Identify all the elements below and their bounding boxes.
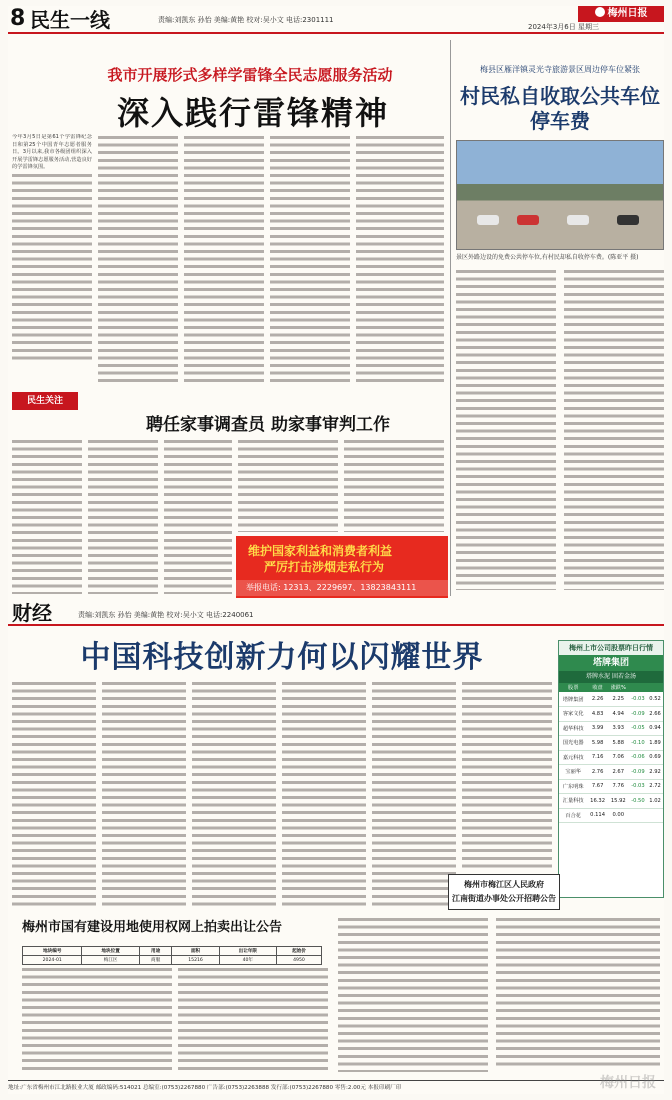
stock-cell: -0.05 [629,721,647,736]
stock-cell: 0.114 [587,808,607,823]
stock-cell: 塔牌集团 [559,692,587,707]
column-divider [450,40,451,596]
paper-logo [578,6,664,22]
stock-cell: -0.03 [629,692,647,707]
lead-subtitle: 我市开展形式多样学雷锋全民志愿服务活动 [107,66,393,84]
stock-row [559,721,663,736]
recruitment-notice [448,874,560,910]
stock-row [559,779,663,794]
feature-column-2 [564,268,664,590]
stock-cell: 7.76 [608,779,629,794]
section-title: 民生一线 [30,8,110,32]
story2-column-3 [164,438,232,594]
stock-cell: -0.09 [629,765,647,780]
stock-cell: 百合花 [559,808,587,823]
stock-row [559,736,663,751]
issue-date: 2024年3月6日 星期三 [528,23,599,31]
land-cell: 商服 [139,956,172,965]
stock-cell: 国光电器 [559,736,587,751]
finance-column-3 [192,680,276,906]
tapai-logo: 塔牌集团 [559,655,663,671]
stock-cell: 客家文化 [559,707,587,722]
stock-cell: -0.09 [629,707,647,722]
newspaper-page [8,6,664,1094]
logo-icon [595,7,605,17]
stock-cell: 1.02 [647,794,663,809]
stock-cell: 5.98 [587,736,607,751]
stock-cell: 2.76 [587,765,607,780]
land-col-header: 出让年限 [219,947,276,956]
story2-column-2 [88,438,158,594]
stock-cell: 0.52 [647,692,663,707]
stock-row [559,750,663,765]
feature-subtitle: 梅县区雁洋镇灵光寺旅游景区周边停车位紧张 [480,65,640,74]
land-column-1 [22,966,172,1072]
stock-cell: 嘉元科技 [559,750,587,765]
stock-col-header: 收盘 [587,683,607,692]
stock-cell: -0.10 [629,736,647,751]
land-col-header: 地块位置 [82,947,139,956]
stock-cell: 2.72 [647,779,663,794]
story2-column-5 [344,438,444,532]
stock-cell: 0.00 [608,808,629,823]
stock-cell: 2.26 [587,692,607,707]
stock-cell: 2.92 [647,765,663,780]
land-cell: 梅江区 [82,956,139,965]
land-cell: 2024-01 [23,956,82,965]
lead-title: 深入践行雷锋精神 [116,94,389,132]
stock-col-header: 股票 [559,683,587,692]
stock-row [559,707,663,722]
page-number: 8 [10,6,26,31]
page-header [8,6,664,34]
stock-cell: 2.66 [647,707,663,722]
feature-column-1 [456,268,556,590]
stock-cell [629,808,647,823]
stock-row [559,794,663,809]
land-cell: 15216 [172,956,219,965]
car-shape [517,215,539,225]
stock-cell: 超华科技 [559,721,587,736]
notice-title: 梅州市梅江区人民政府 江南街道办事处公开招聘公告 [452,880,556,903]
stock-cell: 0.94 [647,721,663,736]
land-col-header: 起始价 [276,947,321,956]
photo-caption: 景区外路边设的免费公共停车位,有村民却私自收停车费。(陈亚平 摄) [456,254,639,261]
stock-cell: 7.06 [608,750,629,765]
section-badge: 民生关注 [12,392,78,410]
finance-section-title: 财经 [12,601,52,625]
stock-cell: 0.69 [647,750,663,765]
land-column-4 [496,916,660,1066]
stock-cell: 汇量科技 [559,794,587,809]
stock-row [559,692,663,707]
stock-cell: 16.32 [587,794,607,809]
car-shape [617,215,639,225]
stock-cell: 5.88 [608,736,629,751]
stock-cell: 广东明珠 [559,779,587,794]
lead-column-3 [184,134,264,384]
lead-column-1 [12,134,92,384]
land-col-header: 用途 [139,947,172,956]
editor-line: 责编:刘凯东 孙怡 美编:黄艳 校对:吴小文 电话:2301111 [158,16,334,24]
finance-headline: 中国科技创新力何以闪耀世界 [80,640,484,675]
finance-column-1 [12,680,96,906]
land-row [23,956,322,965]
lead-column-4 [270,134,350,384]
stock-row [559,808,663,823]
land-auction-title: 梅州市国有建设用地使用权网上拍卖出让公告 [22,920,283,935]
stock-cell: 3.93 [608,721,629,736]
finance-column-2 [102,680,186,906]
finance-header [8,600,664,626]
stock-panel-title: 梅州上市公司股票昨日行情 [559,641,663,655]
land-cell: 40年 [219,956,276,965]
feature-title: 村民私自收取公共车位停车费 [460,84,660,133]
stock-cell: -0.03 [629,779,647,794]
stock-col-header [647,683,663,692]
ad-line-1: 维护国家利益和消费者利益 [248,544,393,558]
stock-col-header [629,683,647,692]
stock-cell: 7.67 [587,779,607,794]
land-column-3 [338,916,488,1072]
stock-cell: 2.25 [608,692,629,707]
parking-photo [456,140,664,250]
stock-cell: 4.83 [587,707,607,722]
car-shape [567,215,589,225]
finance-column-6 [462,680,552,868]
finance-column-4 [282,680,366,906]
stock-row [559,765,663,780]
page-footer: 地址:广东省梅州市江北路报业大厦 邮政编码:514021 总编室:(0753)2267880 广告部:(0753)2263888 发行部:(0753)2267880 零售:2.00元 本报印刷厂印 [8,1080,664,1094]
anti-smuggling-ad [236,536,448,598]
land-column-2 [178,966,328,1072]
stock-cell: 1.89 [647,736,663,751]
stock-cell: -0.50 [629,794,647,809]
stock-cell: 7.16 [587,750,607,765]
stock-cell: 4.94 [608,707,629,722]
lead-column-2 [98,134,178,384]
finance-editor-line: 责编:刘凯东 孙怡 美编:黄艳 校对:吴小文 电话:2240061 [78,611,254,619]
stock-cell: 3.99 [587,721,607,736]
stock-cell: 15.92 [608,794,629,809]
stock-col-header: 涨跌% [608,683,629,692]
stock-table [559,683,663,823]
land-cell: 4950 [276,956,321,965]
lead-column-5 [356,134,444,384]
finance-column-5 [372,680,456,906]
stock-cell [647,808,663,823]
tapai-slogan: 塔牌水泥 固若金汤 [559,671,663,683]
story2-column-4 [238,438,338,532]
ad-phone: 举报电话: 12313、2229697、13823843111 [236,580,448,596]
land-col-header: 地块编号 [23,947,82,956]
logo-text: 梅州日报 [607,8,648,19]
ad-line-2: 严厉打击涉烟走私行为 [264,560,385,574]
lead-intro: 今年3月5日是第61个学雷锋纪念日和第25个中国青年志愿者服务日。3月以来,我市各级团组织深入开展学雷锋志愿服务活动,营造良好的学雷锋氛围。 [12,134,92,171]
stock-cell: 宝丽华 [559,765,587,780]
stock-quote-panel [558,640,664,898]
land-auction-table [22,946,322,965]
land-col-header: 面积 [172,947,219,956]
stock-cell: -0.06 [629,750,647,765]
story2-title: 聘任家事调查员 助家事审判工作 [146,415,390,435]
watermark: 梅州日报 [600,1075,656,1091]
story2-column-1 [12,438,82,594]
stock-cell: 2.67 [608,765,629,780]
car-shape [477,215,499,225]
